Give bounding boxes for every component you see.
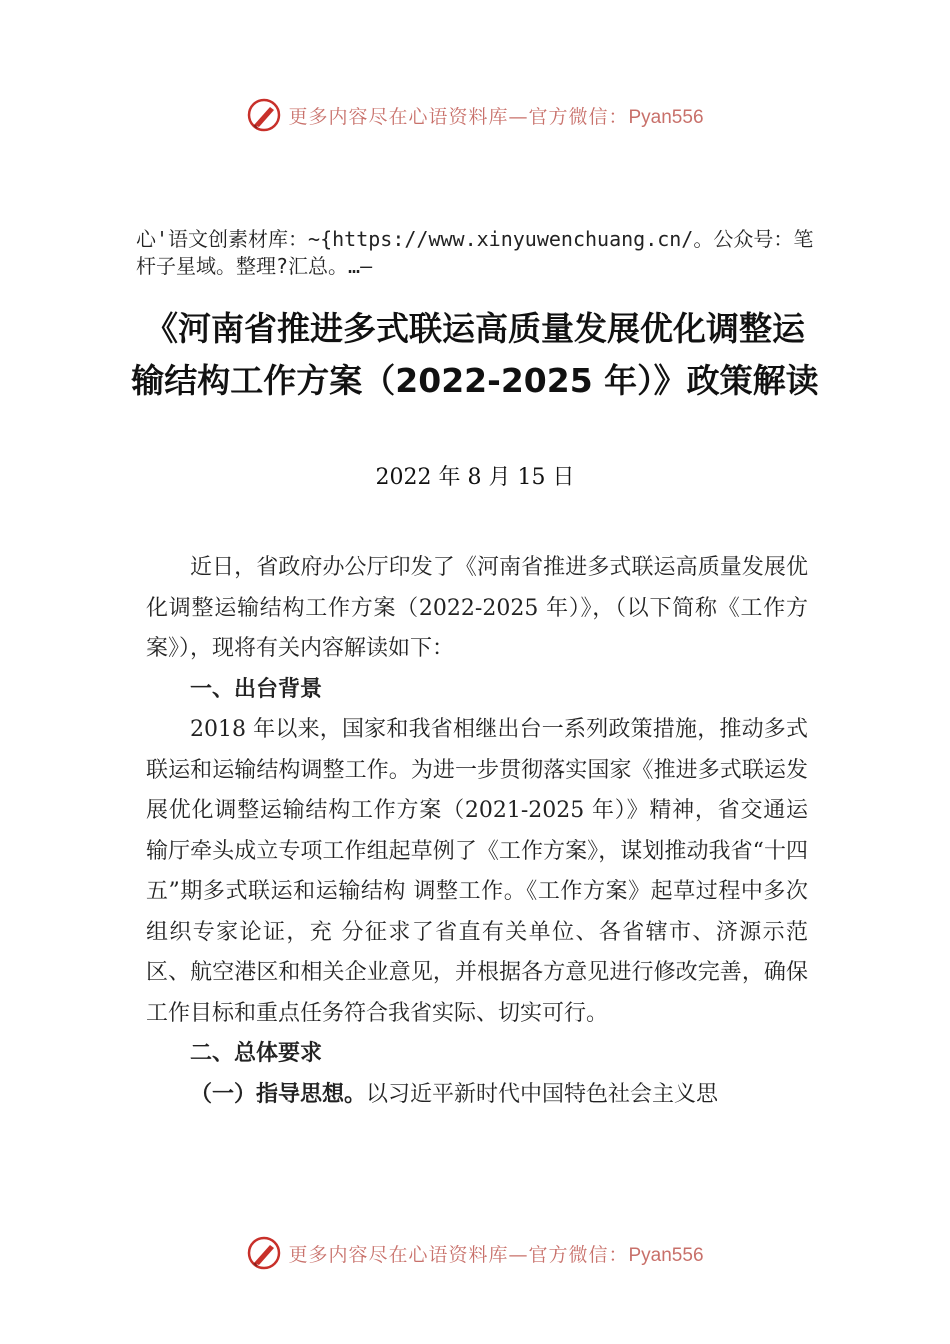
footer-banner-text: 更多内容尽在心语资料库—官方微信：Pyan556 [288,1243,704,1266]
section-heading-background: 一、出台背景 [190,676,323,702]
header-banner-text: 更多内容尽在心语资料库—官方微信：Pyan556 [288,105,704,128]
footer-banner [0,1233,950,1273]
guiding-thought-paragraph [146,1075,808,1116]
pen-logo-icon [246,1235,282,1271]
guiding-thought-text: 以习近平新时代中国特色社会主义思 [366,1081,719,1107]
header-banner [0,95,950,135]
guiding-thought-lead: （一）指导思想。 [190,1081,367,1107]
background-paragraph: 2018 年以来，国家和我省相继出台一系列政策措施，推动多式联运和运输结构调整工作。为进一步贯彻落实国家《推进多式联运发展优化调整运输结构工作方案（2021-2025 年）》精神，省交通运输厅牵头成立专项工作组起草例了《工作方案》，谋划推动我省“十四五”期多式联运和运输结构 调整工作。《工作方案》起草过程中多次组织专家论证，充 分征求了省直有关单位、各省辖市、济源示范区、航空港区和相关企业意见，并根据各方意见进行修改完善，确保工作目标和重点任务符合我省实际、切实可行。 [146,717,808,1026]
intro-paragraph: 近日，省政府办公厅印发了《河南省推进多式联运高质量发展优化调整运输结构工作方案（2022-2025 年）》，（以下简称《工作方案》），现将有关内容解读如下： [146,555,808,661]
source-line: 心'语文创素材库：~{https://www.xinyuwenchuang.cn/。公众号：笔杆子星域。整理?汇总。…— [136,227,814,278]
document-date: 2022 年 8 月 15 日 [375,465,575,490]
section-heading-requirements: 二、总体要求 [190,1041,323,1066]
document-body [146,548,808,1115]
pen-logo-icon [246,97,282,133]
document-title: 《河南省推进多式联运高质量发展优化调整运输结构工作方案（2022-2025 年）》政策解读 [131,309,819,400]
